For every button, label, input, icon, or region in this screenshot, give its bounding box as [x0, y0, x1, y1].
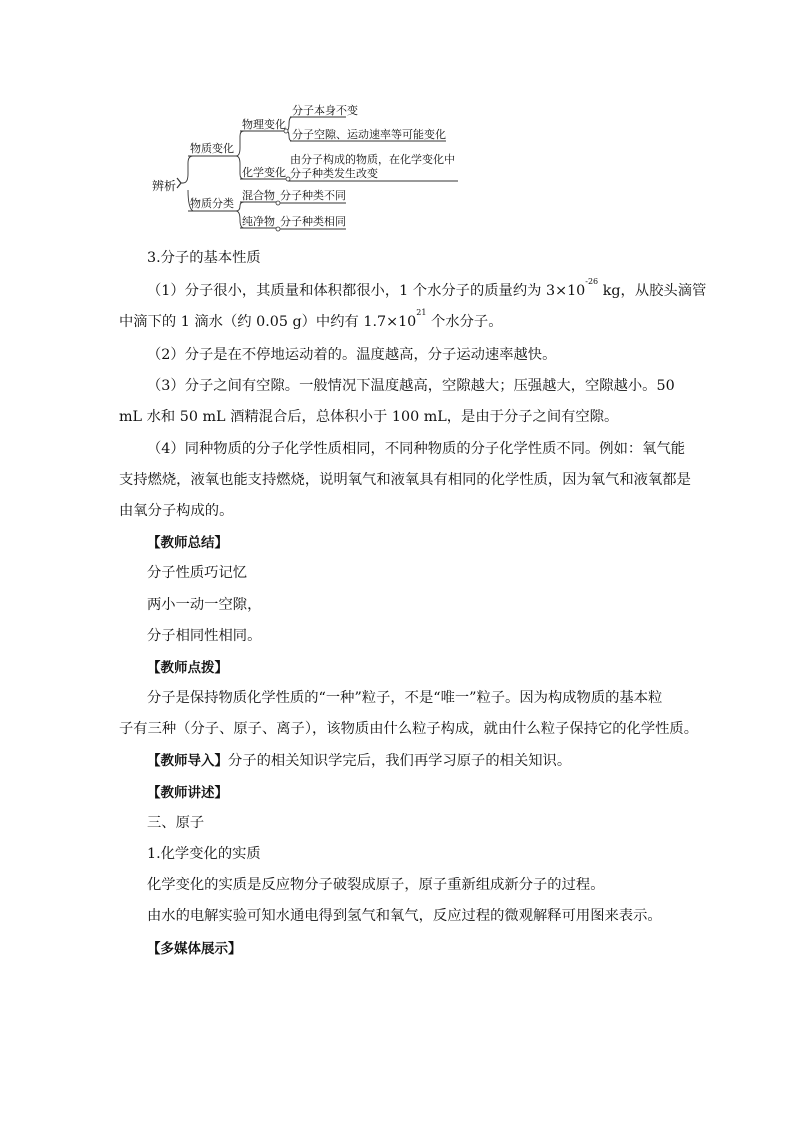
- p1-text-c: 中滴下的 1 滴水（约 0.05 g）中约有 1.7×10: [119, 314, 417, 330]
- paragraph-1-line-2: [119, 308, 503, 331]
- heading-teacher-lecture: 【教师讲述】: [147, 785, 228, 801]
- diagram-chemical-leaf-line-1: 由分子构成的物质，在化学变化中: [290, 153, 455, 166]
- summary-line-1: 分子性质巧记忆: [147, 565, 248, 581]
- p1-exponent-1: -26: [585, 277, 599, 286]
- diagram-pure: 纯净物: [242, 215, 275, 228]
- diagram-mixture-leaf: 分子种类不同: [280, 189, 346, 202]
- concept-diagram: [140, 96, 470, 236]
- heading-multimedia: 【多媒体展示】: [147, 941, 242, 957]
- paragraph-4-line-1: （4）同种物质的分子化学性质相同，不同种物质的分子化学性质不同。例如：氧气能: [147, 441, 686, 457]
- heading-teacher-tip: 【教师点拨】: [147, 660, 228, 676]
- subsection-text-1: 化学变化的实质是反应物分子破裂成原子，原子重新组成新分子的过程。: [147, 877, 605, 893]
- paragraph-1-line-1: [147, 277, 707, 300]
- paragraph-4-line-2: 支持燃烧，液氧也能支持燃烧，说明氧气和液氧具有相同的化学性质，因为氧气和液氧都是: [119, 472, 691, 488]
- paragraph-2: （2）分子是在不停地运动着的。温度越高，分子运动速率越快。: [147, 347, 557, 363]
- paragraph-4-line-3: 由氧分子构成的。: [119, 503, 234, 519]
- teacher-intro: [147, 749, 571, 770]
- paragraph-3-line-1: （3）分子之间有空隙。一般情况下温度越高，空隙越大；压强越大，空隙越小。50: [147, 378, 675, 394]
- teacher-intro-text: 分子的相关知识学完后，我们再学习原子的相关知识。: [228, 753, 572, 769]
- diagram-physical-leaf-1: 分子本身不变: [292, 104, 358, 117]
- diagram-root-label: 辨析: [152, 179, 177, 193]
- diagram-branch-classification: 物质分类: [190, 197, 234, 210]
- diagram-physical-change: 物理变化: [242, 118, 286, 131]
- diagram-pure-leaf: 分子种类相同: [280, 215, 346, 228]
- diagram-chemical-leaf-line-2: 分子种类发生改变: [290, 167, 378, 180]
- heading-teacher-summary: 【教师总结】: [147, 535, 228, 551]
- section-title-molecule-properties: 3.分子的基本性质: [147, 250, 261, 266]
- p1-text-d: 个水分子。: [426, 314, 503, 330]
- heading-teacher-intro: 【教师导入】: [147, 753, 228, 769]
- diagram-mixture: 混合物: [242, 189, 275, 202]
- summary-line-3: 分子相同性相同。: [147, 628, 262, 644]
- diagram-chemical-change: 化学变化: [242, 166, 286, 179]
- tip-line-1: 分子是保持物质化学性质的“一种”粒子，不是“唯一”粒子。因为构成物质的基本粒: [147, 690, 663, 706]
- diagram-branch-material-change: 物质变化: [190, 142, 234, 155]
- section-title-atom: 三、原子: [147, 815, 205, 831]
- subsection-text-2: 由水的电解实验可知水通电得到氢气和氧气，反应过程的微观解释可用图来表示。: [147, 908, 662, 924]
- p1-text-b: kg，从胶头滴管: [598, 283, 707, 299]
- p1-exponent-2: 21: [416, 308, 427, 317]
- diagram-physical-leaf-2: 分子空隙、运动速率等可能变化: [292, 128, 446, 141]
- paragraph-3-line-2: mL 水和 50 mL 酒精混合后，总体积小于 100 mL，是由于分子之间有空隙。: [119, 409, 619, 425]
- p1-text-a: （1）分子很小，其质量和体积都很小，1 个水分子的质量约为 3×10: [147, 283, 586, 299]
- tip-line-2: 子有三种（分子、原子、离子），该物质由什么粒子构成，就由什么粒子保持它的化学性质。: [119, 721, 699, 737]
- summary-line-2: 两小一动一空隙，: [147, 597, 262, 613]
- subsection-title-chemical-change: 1.化学变化的实质: [147, 846, 261, 862]
